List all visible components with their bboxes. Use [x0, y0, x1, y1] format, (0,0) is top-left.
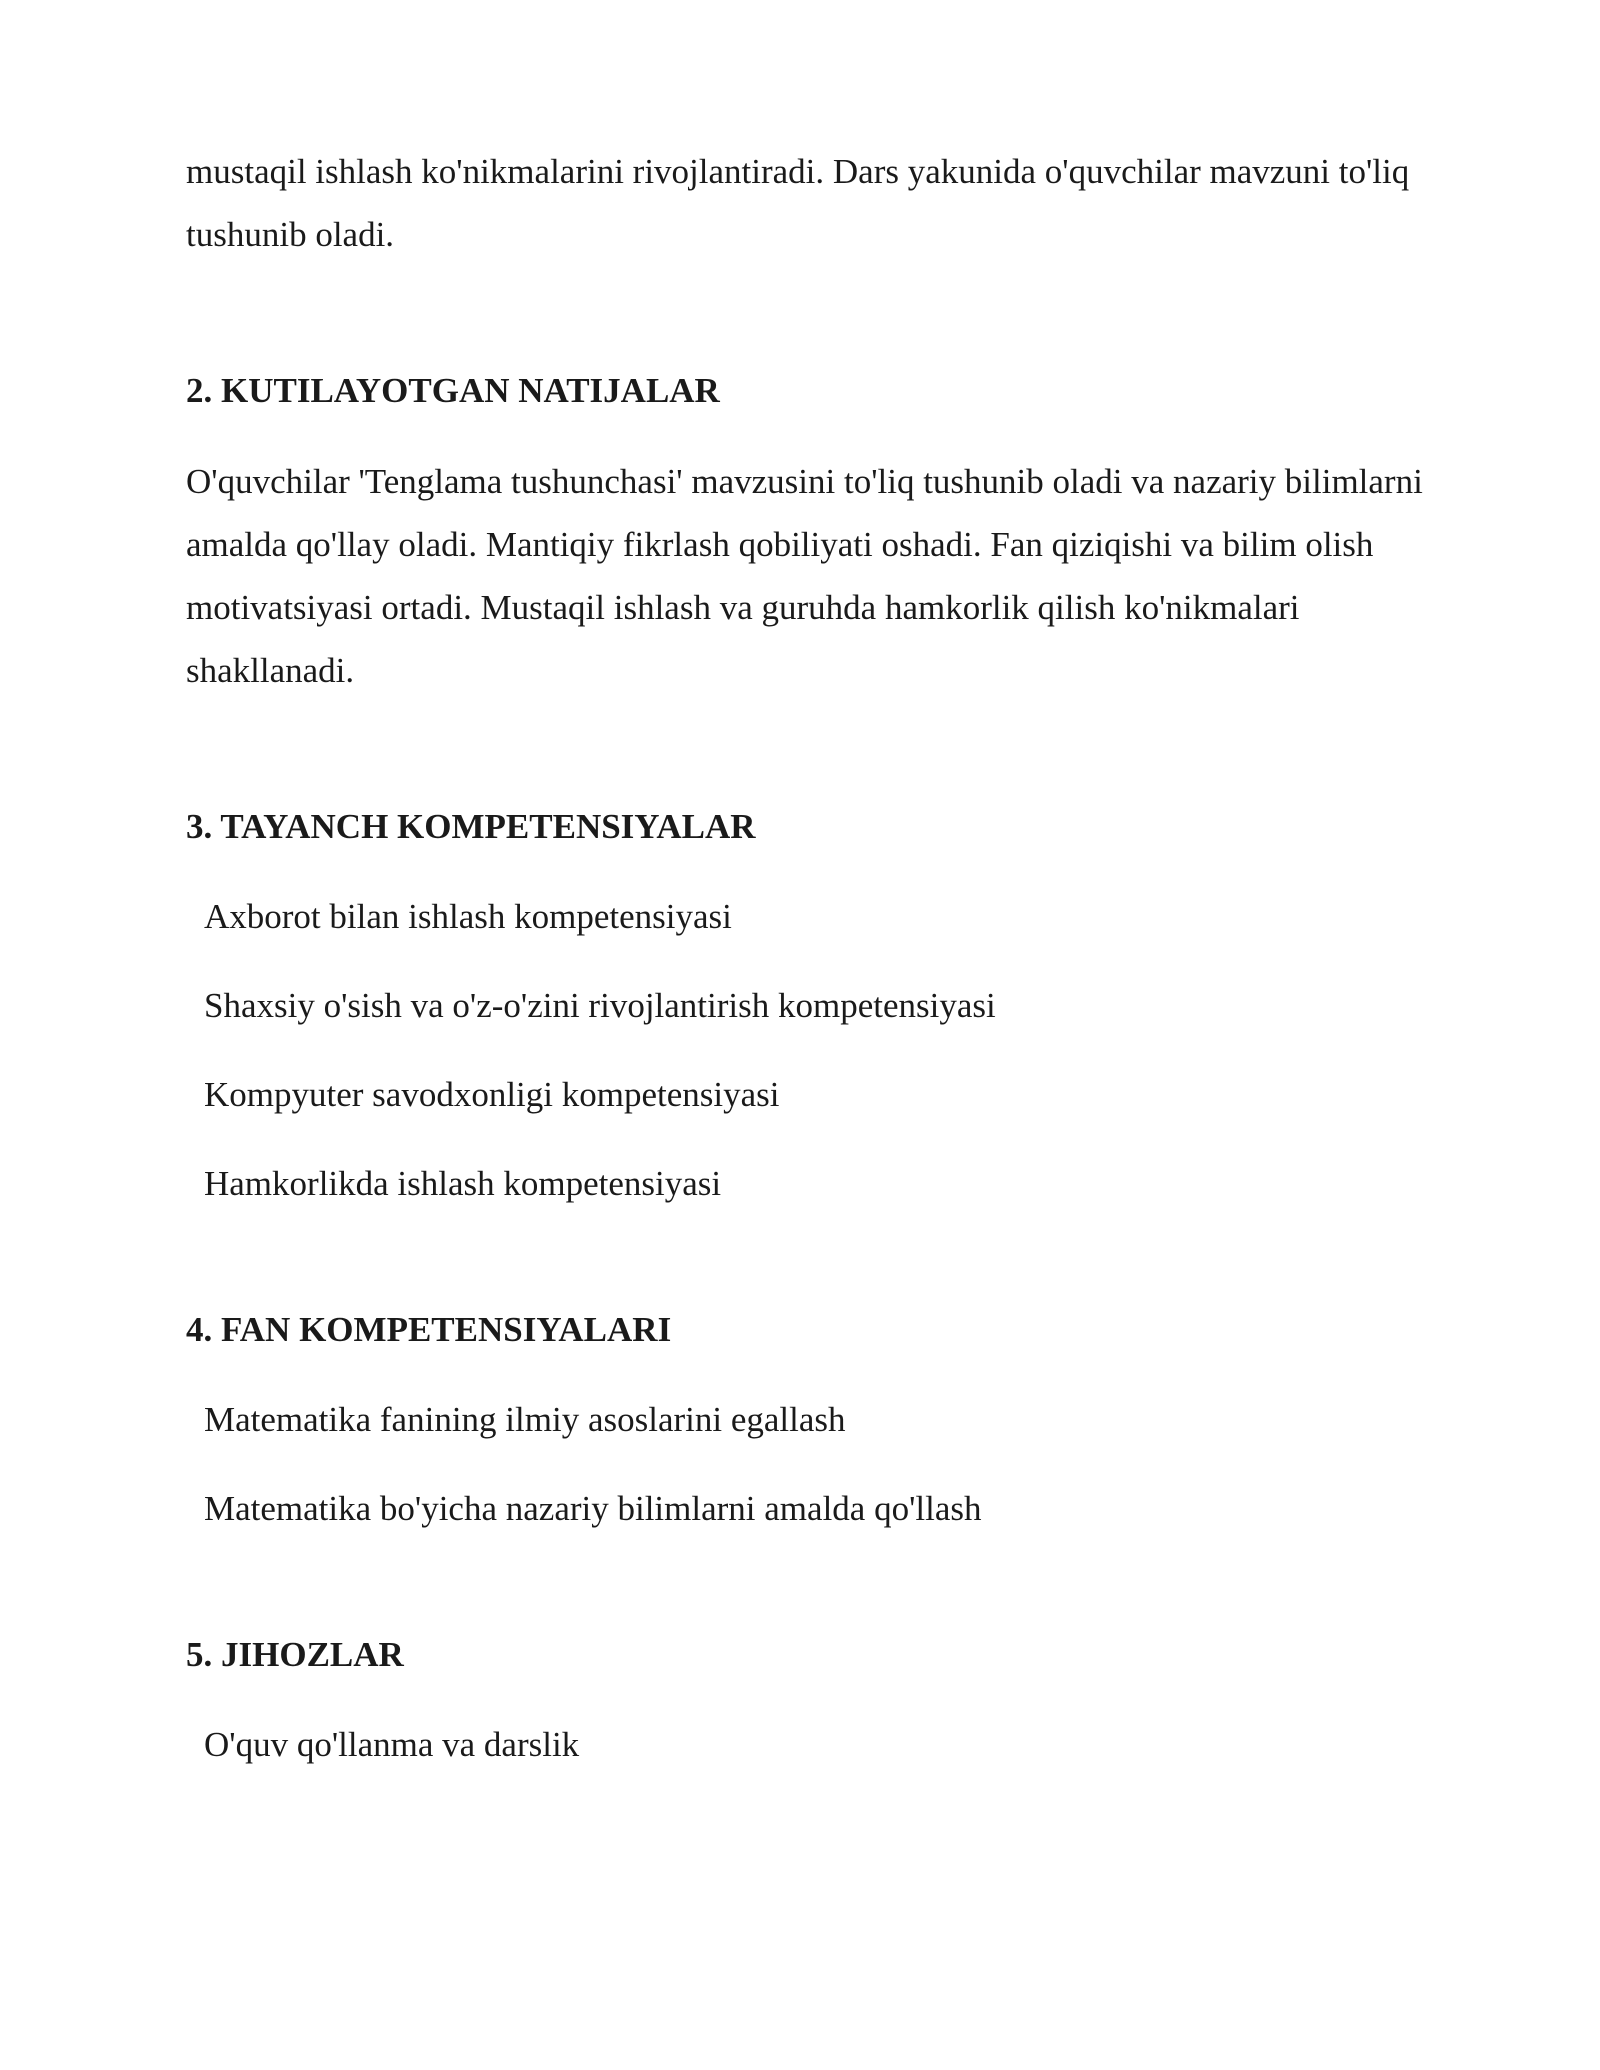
list-item: Matematika bo'yicha nazariy bilimlarni amalda qo'llash	[204, 1489, 982, 1528]
list-item: Shaxsiy o'sish va o'z-o'zini rivojlantirish kompetensiyasi	[204, 986, 996, 1025]
section-heading-fan: 4. FAN KOMPETENSIYALARI	[186, 1310, 672, 1349]
section-heading-jihozlar: 5. JIHOZLAR	[186, 1635, 404, 1674]
list-item: Axborot bilan ishlash kompetensiyasi	[204, 897, 732, 936]
list-item: Hamkorlikda ishlash kompetensiyasi	[204, 1164, 722, 1203]
list-item: O'quv qo'llanma va darslik	[204, 1725, 580, 1764]
section-heading-natijalar: 2. KUTILAYOTGAN NATIJALAR	[186, 371, 720, 410]
natijalar-paragraph: O'quvchilar 'Tenglama tushunchasi' mavzusini to'liq tushunib oladi va nazariy bilimlarni amalda qo'llay oladi. Mantiqiy fikrlash qobiliyati oshadi. Fan qiziqishi va bilim olish motivatsiyasi ortadi. Mustaqil ishlash va guruhda hamkorlik qilish ko'nikmalari shakllanadi.	[186, 462, 1423, 690]
list-item: Matematika fanining ilmiy asoslarini egallash	[204, 1400, 846, 1439]
section-heading-tayanch: 3. TAYANCH KOMPETENSIYALAR	[186, 807, 756, 846]
document-content	[186, 140, 1446, 1776]
intro-paragraph: mustaqil ishlash ko'nikmalarini rivojlantiradi. Dars yakunida o'quvchilar mavzuni to'liq tushunib oladi.	[186, 152, 1410, 254]
list-item: Kompyuter savodxonligi kompetensiyasi	[204, 1075, 780, 1114]
